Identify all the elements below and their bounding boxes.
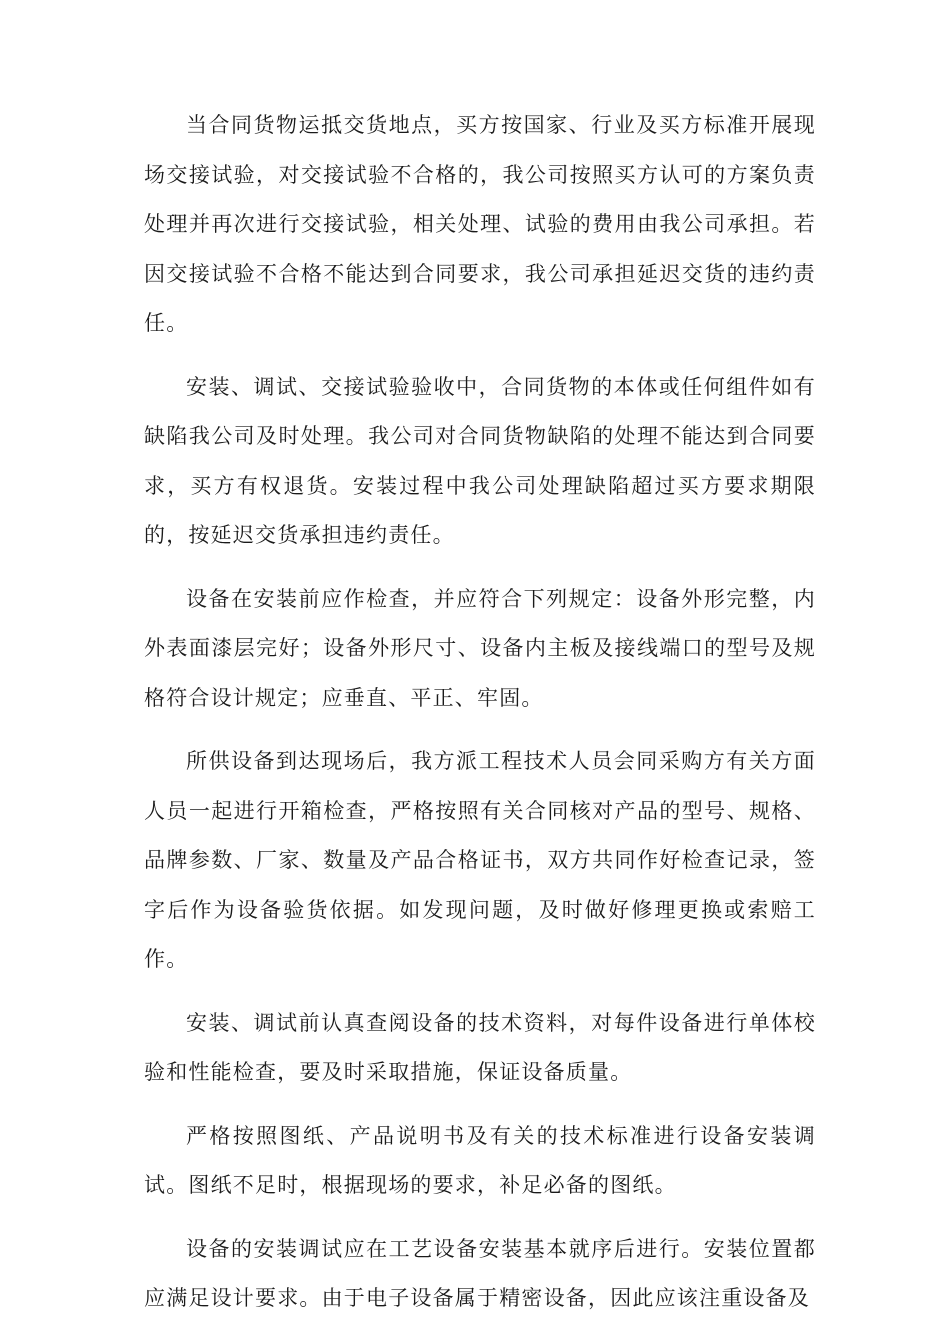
paragraph-drawings: 严格按照图纸、产品说明书及有关的技术标准进行设备安装调试。图纸不足时，根据现场的要求，补足必备的图纸。 (144, 1123, 816, 1197)
paragraph-unpacking-inspection: 所供设备到达现场后，我方派工程技术人员会同采购方有关方面人员一起进行开箱检查，严格按照有关合同核对产品的型号、规格、品牌参数、厂家、数量及产品合格证书，双方共同作好检查记录，签字后作为设备验货依据。如发现问题，及时做好修理更换或索赔工作。 (144, 749, 816, 971)
paragraph-installation-sequence: 设备的安装调试应在工艺设备安装基本就序后进行。安装位置都应满足设计要求。由于电子设备属于精密设备，因此应该注重设备及 (144, 1236, 816, 1310)
paragraph-acceptance-test: 当合同货物运抵交货地点，买方按国家、行业及买方标准开展现场交接试验，对交接试验不合格的，我公司按照买方认可的方案负责处理并再次进行交接试验，相关处理、试验的费用由我公司承担。若因交接试验不合格不能达到合同要求，我公司承担延迟交货的违约责任。 (144, 113, 816, 335)
paragraph-defect-handling: 安装、调试、交接试验验收中，合同货物的本体或任何组件如有缺陷我公司及时处理。我公司对合同货物缺陷的处理不能达到合同要求，买方有权退货。安装过程中我公司处理缺陷超过买方要求期限的，按延迟交货承担违约责任。 (144, 374, 816, 547)
paragraph-technical-review: 安装、调试前认真查阅设备的技术资料，对每件设备进行单体校验和性能检查，要及时采取措施，保证设备质量。 (144, 1010, 816, 1084)
paragraph-pre-install-check: 设备在安装前应作检查，并应符合下列规定：设备外形完整，内外表面漆层完好；设备外形尺寸、设备内主板及接线端口的型号及规格符合设计规定；应垂直、平正、牢固。 (144, 586, 816, 710)
document-body (144, 101, 816, 1338)
